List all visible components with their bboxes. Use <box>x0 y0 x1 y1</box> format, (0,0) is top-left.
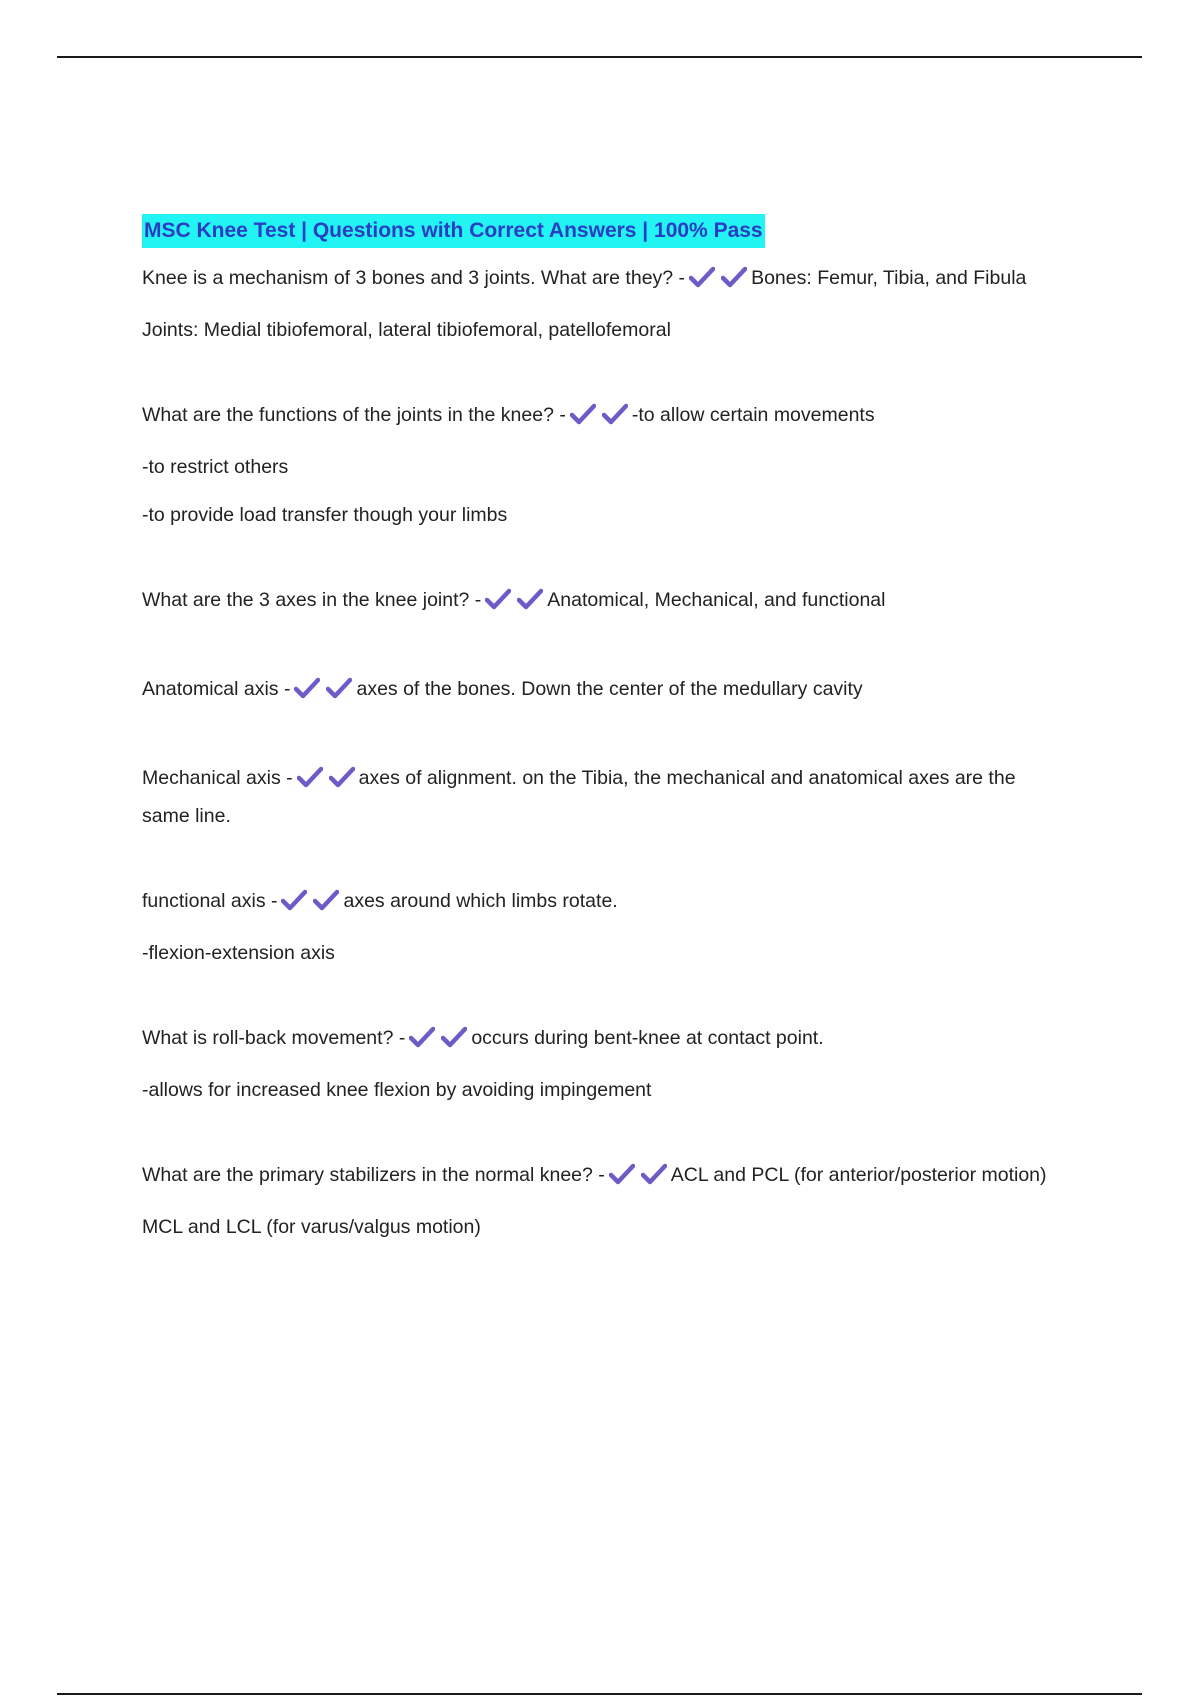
check-icon <box>326 677 352 699</box>
qa-item <box>142 761 1067 833</box>
qa-item <box>142 583 1067 621</box>
document-body <box>142 214 1067 1258</box>
answer-checkmarks <box>485 587 545 621</box>
answer-text: ACL and PCL (for anterior/posterior motion) <box>670 1164 1047 1186</box>
answer-checkmarks <box>297 765 357 799</box>
qa-list <box>142 261 1067 1244</box>
qa-question-line <box>142 398 1067 436</box>
answer-text: axes of alignment. on the Tibia, the mechanical and anatomical axes are the same line. <box>142 767 1016 827</box>
question-text: Anatomical axis - <box>142 678 291 700</box>
answer-checkmarks <box>570 402 630 436</box>
question-text: What are the functions of the joints in the knee? - <box>142 404 566 426</box>
qa-question-line <box>142 672 1067 710</box>
check-icon <box>313 889 339 911</box>
qa-question-line <box>142 884 1067 922</box>
qa-question-line <box>142 1021 1067 1059</box>
answer-text: Anatomical, Mechanical, and functional <box>547 589 886 611</box>
answer-extra-line: -flexion-extension axis <box>142 942 335 964</box>
answer-extra-line: Joints: Medial tibiofemoral, lateral tibiofemoral, patellofemoral <box>142 319 671 341</box>
check-icon <box>570 403 596 425</box>
qa-item <box>142 672 1067 710</box>
qa-item <box>142 1021 1067 1107</box>
answer-extra-line: -to provide load transfer though your limbs <box>142 504 508 526</box>
qa-item <box>142 1158 1067 1244</box>
check-icon <box>602 403 628 425</box>
answer-extra-line: -allows for increased knee flexion by avoiding impingement <box>142 1079 652 1101</box>
check-icon <box>517 588 543 610</box>
check-icon <box>281 889 307 911</box>
answer-checkmarks <box>409 1025 469 1059</box>
question-text: What are the 3 axes in the knee joint? - <box>142 589 482 611</box>
qa-item <box>142 884 1067 970</box>
answer-text: Bones: Femur, Tibia, and Fibula <box>751 267 1027 289</box>
qa-question-line <box>142 261 1067 299</box>
answer-extra-line: MCL and LCL (for varus/valgus motion) <box>142 1216 481 1238</box>
answer-checkmarks <box>281 888 341 922</box>
qa-item <box>142 398 1067 532</box>
check-icon <box>329 766 355 788</box>
check-icon <box>294 677 320 699</box>
top-rule <box>57 56 1142 58</box>
check-icon <box>409 1026 435 1048</box>
qa-question-line <box>142 761 1067 833</box>
check-icon <box>485 588 511 610</box>
check-icon <box>721 266 747 288</box>
question-text: Mechanical axis - <box>142 767 293 789</box>
question-text: What are the primary stabilizers in the normal knee? - <box>142 1164 605 1186</box>
answer-text: -to allow certain movements <box>631 404 875 426</box>
answer-checkmarks <box>689 265 749 299</box>
answer-text: occurs during bent-knee at contact point. <box>471 1027 824 1049</box>
answer-checkmarks <box>609 1162 669 1196</box>
document-title: MSC Knee Test | Questions with Correct Answers | 100% Pass <box>142 214 765 248</box>
question-text: What is roll-back movement? - <box>142 1027 406 1049</box>
check-icon <box>609 1163 635 1185</box>
question-text: functional axis - <box>142 890 278 912</box>
answer-extra-line: -to restrict others <box>142 456 289 478</box>
check-icon <box>297 766 323 788</box>
answer-text: axes around which limbs rotate. <box>343 890 618 912</box>
question-text: Knee is a mechanism of 3 bones and 3 joints. What are they? - <box>142 267 686 289</box>
qa-question-line <box>142 1158 1067 1196</box>
check-icon <box>641 1163 667 1185</box>
bottom-rule <box>57 1693 1142 1695</box>
check-icon <box>689 266 715 288</box>
qa-item <box>142 261 1067 347</box>
qa-question-line <box>142 583 1067 621</box>
answer-checkmarks <box>294 676 354 710</box>
check-icon <box>441 1026 467 1048</box>
answer-text: axes of the bones. Down the center of the medullary cavity <box>356 678 863 700</box>
